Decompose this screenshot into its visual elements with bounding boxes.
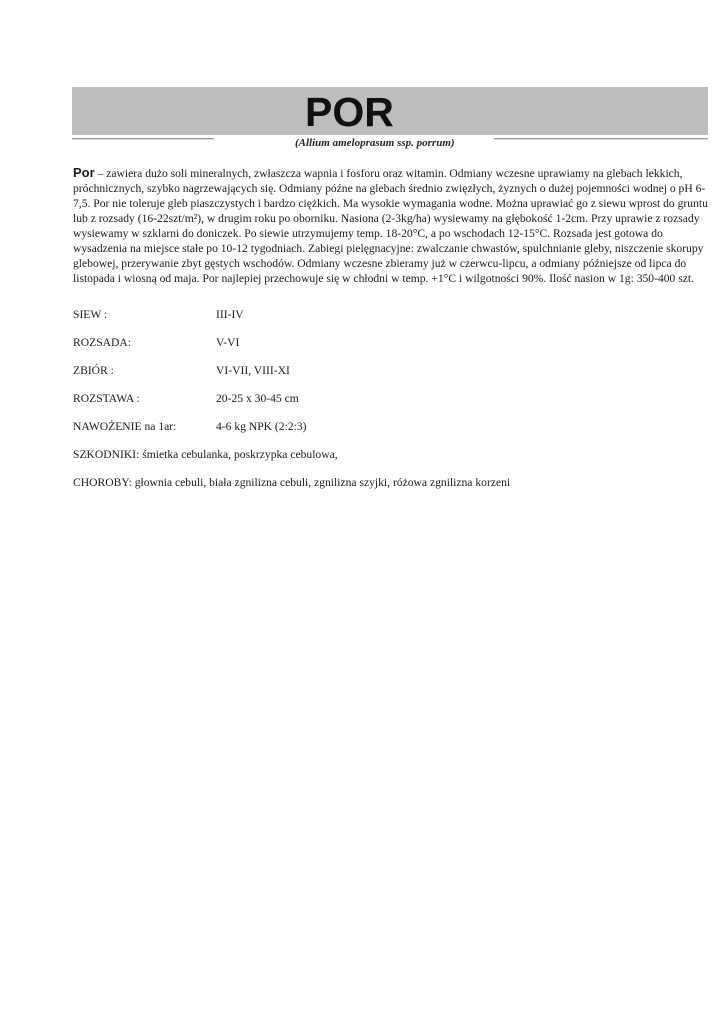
intro-body-text: – zawiera dużo soli mineralnych, zwłaszcza wapnia i fosforu oraz witamin. Odmiany wczesne uprawiamy na glebach lekkich, próchnicznych, szybko nagrzewających się. Odmiany późne na glebach średnio zwięzłych, żyznych o dużej pojemności wodnej o pH 6-7,5. Por nie toleruje gleb piaszczystych i bardzo ciężkich. Ma wysokie wymagania wodne. Można uprawiać go z siewu wprost do gruntu lub z rozsady (16-22szt/m²), w drugim roku po oborniku. Nasiona (2-3kg/ha) wysiewamy na głębokość 1-2cm. Przy uprawie z rozsady wysiewamy w szklarni do doniczek. Po siewie utrzymujemy temp. 18-20°C, a po wschodach 12-15°C. Rozsada jest gotowa do wysadzenia na miejsce stałe po 10-12 tygodniach. Zabiegi pielęgnacyjne: zwalczanie chwastów, spulchnianie gleby, niszczenie skorupy glebowej, przerywanie zbyt gęstych wschodów. Odmiany wczesne zbieramy już w czerwcu-lipcu, a odmiany późniejsze od lipca do listopada i wiosną od maja. Por najlepiej przechowuje się w chłodni w temp. +1°C i wilgotności 90%. Ilość nasion w 1g: 350-400 szt. (73, 167, 708, 285)
subtitle-rule-left (72, 138, 214, 140)
intro-lead-word: Por (73, 165, 95, 180)
schedule-label: ZBIÓR : (73, 364, 114, 377)
schedule-row-sowing (73, 307, 244, 322)
schedule-row-harvest (73, 363, 290, 378)
intro-paragraph (73, 165, 713, 286)
schedule-label: ROZSADA: (73, 336, 131, 349)
schedule-value: 20-25 x 30-45 cm (216, 392, 299, 405)
diseases-line: CHOROBY: głownia cebuli, biała zgnilizna cebuli, zgnilizna szyjki, różowa zgnilizna korzeni (73, 476, 511, 489)
schedule-label: NAWOŻENIE na 1ar: (73, 420, 177, 433)
title-banner (72, 87, 708, 135)
schedule-value: III-IV (216, 308, 244, 321)
schedule-row-spacing (73, 391, 299, 406)
schedule-label: ROZSTAWA : (73, 392, 140, 405)
schedule-value: V-VI (216, 336, 240, 349)
schedule-row-seedlings (73, 335, 240, 350)
page-title: POR (305, 89, 394, 135)
latin-name-subtitle: (Allium ameloprasum ssp. porrum) (295, 137, 455, 149)
subtitle-rule-right (494, 138, 708, 140)
schedule-row-fertilizing (73, 419, 307, 434)
schedule-label: SIEW : (73, 308, 108, 321)
schedule-value: 4-6 kg NPK (2:2:3) (216, 420, 307, 433)
schedule-value: VI-VII, VIII-XI (216, 364, 290, 377)
pests-line: SZKODNIKI: śmietka cebulanka, poskrzypka cebulowa, (73, 448, 338, 461)
